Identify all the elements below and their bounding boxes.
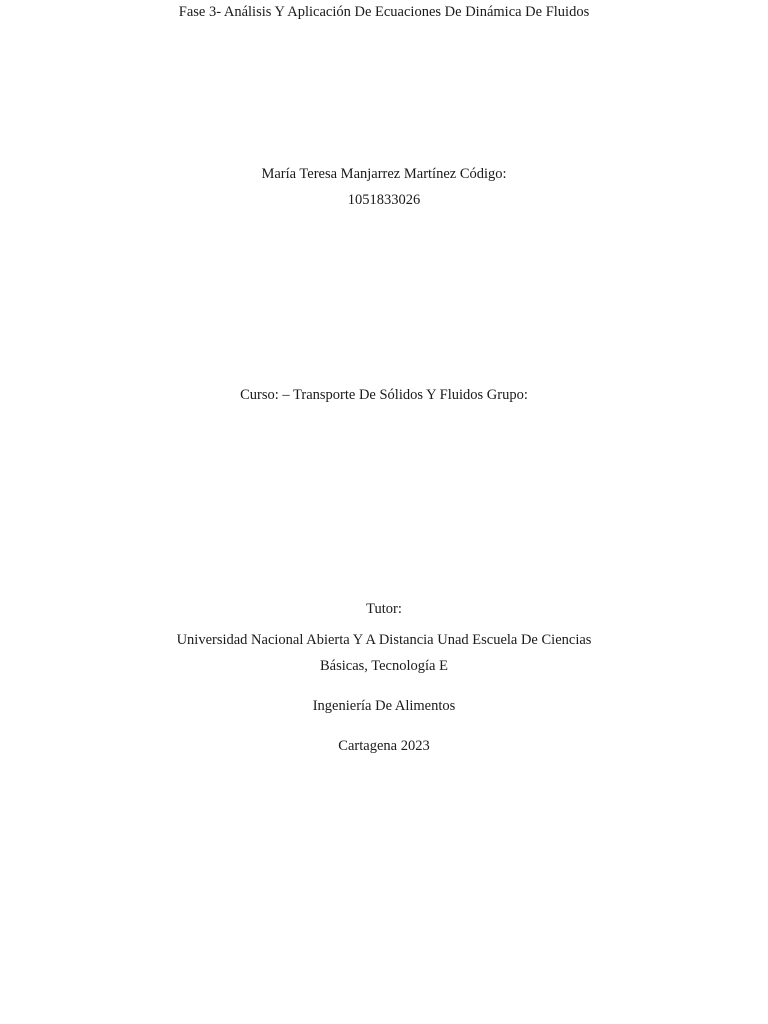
course-line: Curso: – Transporte De Sólidos Y Fluidos Grupo: xyxy=(240,387,528,403)
author-line: María Teresa Manjarrez Martínez Código: xyxy=(261,166,507,182)
tutor-line: Tutor: xyxy=(366,601,402,617)
university-line-2: Básicas, Tecnología E xyxy=(320,658,448,674)
university-line-1: Universidad Nacional Abierta Y A Distancia Unad Escuela De Ciencias xyxy=(176,632,592,648)
program-line: Ingeniería De Alimentos xyxy=(312,698,456,714)
document-title: Fase 3- Análisis Y Aplicación De Ecuaciones De Dinámica De Fluidos xyxy=(178,4,590,20)
place-year-line: Cartagena 2023 xyxy=(338,738,430,754)
code-line: 1051833026 xyxy=(347,192,421,208)
